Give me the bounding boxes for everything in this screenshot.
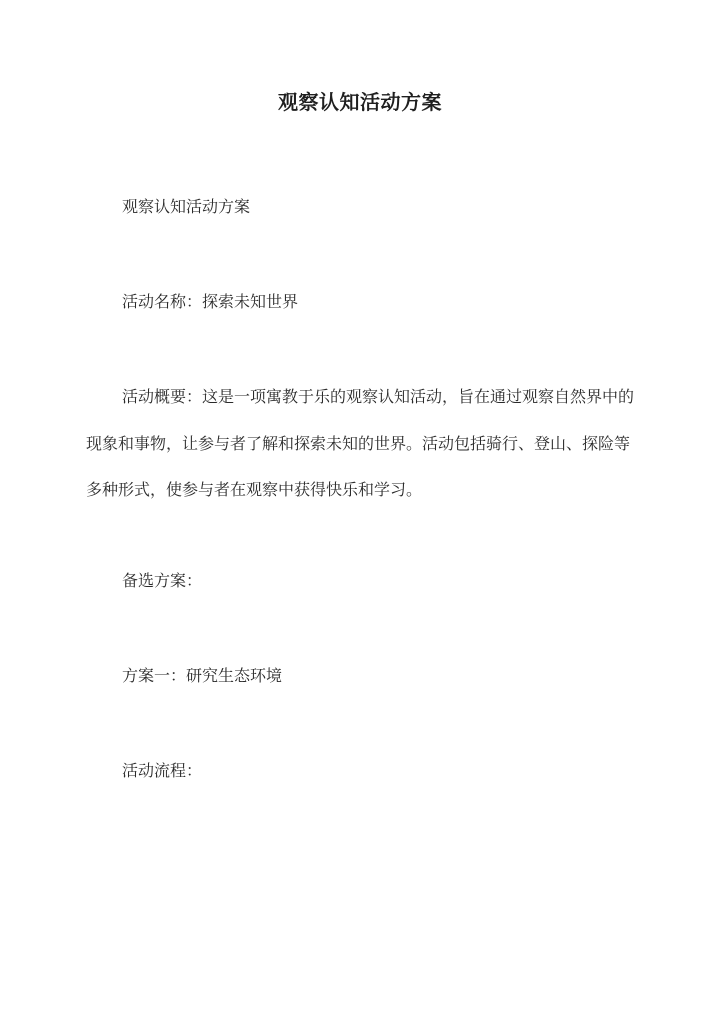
paragraph-activity-name: 活动名称：探索未知世界 <box>122 292 299 311</box>
paragraph-plan-one: 方案一：研究生态环境 <box>122 666 283 685</box>
document-title: 观察认知活动方案 <box>278 90 442 114</box>
paragraph-activity-flow: 活动流程： <box>122 761 203 780</box>
paragraph-alternative-plans: 备选方案： <box>122 571 203 590</box>
paragraph-activity-overview: 活动概要：这是一项寓教于乐的观察认知活动，旨在通过观察自然界中的现象和事物，让参与者了解和探索未知的世界。活动包括骑行、登山、探险等多种形式，使参与者在观察中获得快乐和学习。 <box>86 387 635 499</box>
paragraph-plan-heading: 观察认知活动方案 <box>122 197 251 216</box>
